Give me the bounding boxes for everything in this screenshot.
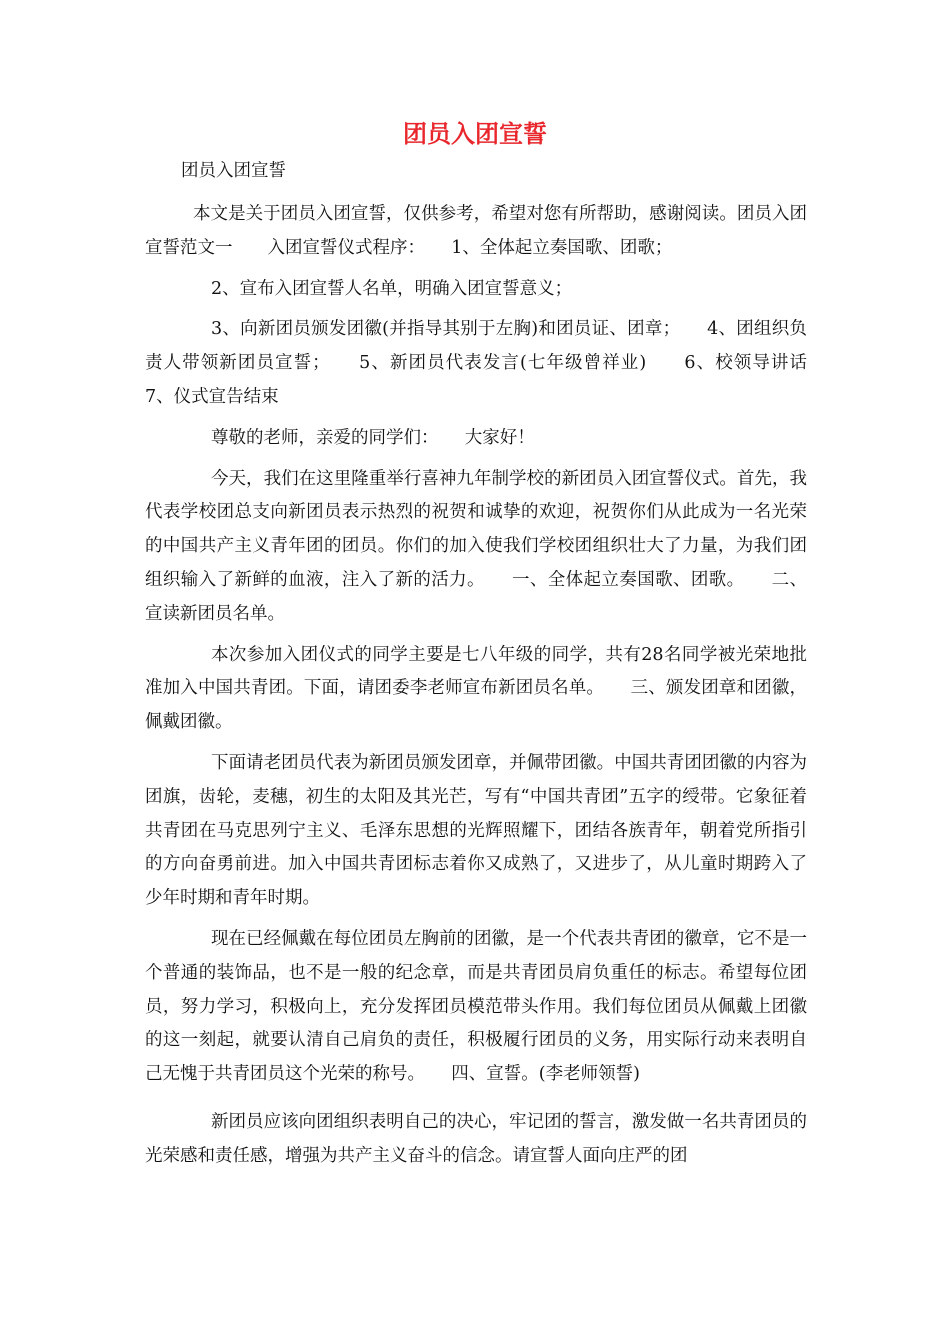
- paragraph-opening: 今天，我们在这里隆重举行喜神九年制学校的新团员入团宣誓仪式。首先，我代表学校团总支向新团员表示热烈的祝贺和诚挚的欢迎，祝贺你们从此成为一名光荣的中国共产主义青年团的团员。你们的加入使我们学校团组织壮大了力量，为我们团组织输入了新鲜的血液，注入了新的活力。 一、全体起立奏国歌、团歌。 二、宣读新团员名单。: [145, 468, 807, 624]
- paragraph-program-2: 2、宣布入团宣誓人名单，明确入团宣誓意义；: [211, 278, 573, 299]
- paragraph-program-3: 3、向新团员颁发团徽(并指导其别于左胸)和团员证、团章； 4、团组织负责人带领新团员宣誓； 5、新团员代表发言(七年级曾祥业) 6、校领导讲话 7、仪式宣告结束: [145, 319, 842, 407]
- paragraph-badge: 下面请老团员代表为新团员颁发团章，并佩带团徽。中国共青团团徽的内容为团旗，齿轮，麦穗，初生的太阳及其光芒，写有“中国共青团”五字的绶带。它象征着共青团在马克思列宁主义、毛泽东思想的光辉照耀下，团结各族青年，朝着党所指引的方向奋勇前进。加入中国共青团标志着你又成熟了，又进步了，从儿童时期跨入了少年时期和青年时期。: [145, 752, 807, 909]
- page-title: 团员入团宣誓: [403, 120, 547, 148]
- paragraph-greeting: 尊敬的老师，亲爱的同学们： 大家好！: [211, 427, 535, 448]
- paragraph-oath: 新团员应该向团组织表明自己的决心，牢记团的誓言，激发做一名共青团员的光荣感和责任感，增强为共产主义奋斗的信念。请宣誓人面向庄严的团: [145, 1111, 807, 1166]
- paragraph-intro: 本文是关于团员入团宣誓，仅供参考，希望对您有所帮助，感谢阅读。团员入团宣誓范文一 入团宣誓仪式程序： 1、全体起立奏国歌、团歌；: [145, 204, 807, 258]
- document-body: [145, 198, 842, 1181]
- paragraph-badge-meaning: 现在已经佩戴在每位团员左胸前的团徽，是一个代表共青团的徽章，它不是一个普通的装饰品，也不是一般的纪念章，而是共青团员肩负重任的标志。希望每位团员，努力学习，积极向上，充分发挥团员模范带头作用。我们每位团员从佩戴上团徽的这一刻起，就要认清自己肩负的责任，积极履行团员的义务，用实际行动来表明自己无愧于共青团员这个光荣的称号。 四、宣誓。(李老师领誓): [145, 928, 807, 1085]
- paragraph-roster: 本次参加入团仪式的同学主要是七八年级的同学，共有28名同学被光荣地批准加入中国共青团。下面，请团委李老师宣布新团员名单。 三、颁发团章和团徽，佩戴团徽。: [145, 644, 807, 733]
- document-subtitle: 团员入团宣誓: [181, 161, 286, 181]
